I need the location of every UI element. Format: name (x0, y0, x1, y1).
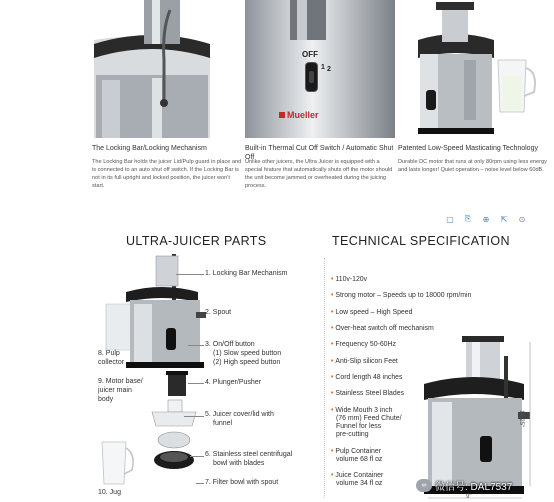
spec-bullet-icon: • (331, 276, 334, 283)
switch-knob-icon (309, 71, 314, 83)
more-icon[interactable]: ⊙ (518, 214, 526, 224)
zoom-icon[interactable]: ⊕ (482, 214, 490, 224)
spec-item-cont: volume 34 fl oz (336, 480, 383, 487)
plunger-part (168, 374, 186, 396)
feature-body: The Locking Bar holds the juicer Lid/Pulp guard in place and is connected to an auto shut off switch. If the Locking Bar is not in its full upright and locked position, the juicer won't start. (92, 159, 242, 190)
watermark (416, 478, 512, 493)
spec-bullet-icon: • (331, 374, 334, 381)
spec-heading: TECHNICAL SPECIFICATION (332, 234, 510, 248)
plunger-cap-part (462, 336, 504, 342)
spec-bullet-icon: • (331, 358, 334, 365)
part-label-6b: bowl with blades (213, 460, 265, 467)
dimension-height: 15.25" (518, 410, 524, 428)
leader-line (196, 483, 204, 484)
juicer-pitcher-photo (398, 0, 548, 138)
part-label-9b: juicer main (98, 387, 132, 394)
brand-badge (279, 110, 319, 120)
spec-item-cont: Funnel for less (336, 423, 382, 430)
on-off-knob-part (480, 436, 492, 462)
part-label-3b: (2) High speed button (213, 359, 281, 366)
brand-label: Mueller (287, 110, 319, 120)
speed-switch[interactable] (305, 62, 318, 92)
feature-body: Unlike other juicers, the Ultra Juicer is equipped with a special feature that automatically shuts off the motor should the unit become jammed or overheated during the juicing process. (245, 159, 393, 190)
lid-part (126, 287, 198, 302)
spec-item: • Low speed – High Speed (331, 309, 413, 316)
feature-title: Built-in Thermal Cut Off Switch / Automatic Shut Off (245, 145, 394, 161)
spec-item: • Anti-Slip silicon Feet (331, 358, 398, 365)
switch-1-label: 1 (321, 64, 325, 71)
spec-bullet-icon: • (331, 341, 334, 348)
share-icon[interactable]: ⇱ (500, 214, 508, 224)
part-label-4: 4. Plunger/Pusher (205, 379, 262, 386)
locking-bar-photo (92, 0, 242, 138)
spec-item: • Strong motor – Speeds up to 18000 rpm/min (331, 292, 472, 299)
part-label-10: 10. Jug (98, 489, 121, 496)
spec-item: • Pulp Container (331, 448, 382, 455)
parts-diagram (96, 250, 208, 502)
spec-bullet-icon: • (331, 309, 334, 316)
parts-heading: ULTRA-JUICER PARTS (126, 234, 267, 248)
part-label-5: 5. Juicer cover/lid with (205, 411, 274, 418)
switch-off-label: OFF (302, 50, 318, 59)
part-label-1: 1. Locking Bar Mechanism (205, 270, 288, 277)
wechat-logo-icon: ∞ (416, 479, 432, 492)
leader-line (188, 383, 204, 384)
leader-line (188, 345, 204, 346)
feature-body: Durable DC motor that runs at only 80rpm using less energy and lasts longer! Quiet operation – noise level below 60dB. (398, 159, 547, 174)
thermal-switch-photo (245, 0, 395, 138)
spec-item: • Over-heat switch off mechanism (331, 325, 434, 332)
part-label-8b: collector (98, 359, 125, 366)
on-off-knob-part (166, 328, 176, 350)
leader-line (190, 456, 204, 457)
blade-bowl-part (158, 432, 190, 448)
motor-base-highlight (432, 402, 452, 486)
part-label-3a: (1) Slow speed button (213, 350, 282, 357)
brand-flag-icon (279, 112, 285, 118)
spec-item: • Cord length 48 inches (331, 374, 403, 381)
copy-icon[interactable]: ⎘ (464, 214, 472, 223)
pulp-collector-part (106, 304, 132, 350)
spec-bullet-icon: • (331, 390, 334, 397)
part-label-9: 9. Motor base/ (98, 378, 143, 385)
part-label-7: 7. Filter bowl with spout (205, 479, 279, 486)
part-label-6: 6. Stainless steel centrifugal (205, 451, 293, 458)
feature-strip (0, 0, 554, 225)
dimension-width: 9" (466, 494, 472, 500)
part-label-5b: funnel (213, 420, 233, 427)
spec-item: • Frequency 50-60Hz (331, 341, 396, 348)
feed-chute-part (466, 340, 500, 380)
spec-bullet-icon: • (331, 325, 334, 332)
spec-item-cont: pre-cutting (336, 431, 369, 438)
juicer-cover-part (152, 412, 196, 426)
feed-chute-highlight (472, 340, 480, 380)
section-divider (324, 258, 325, 498)
jug-part (102, 442, 126, 484)
spec-item-cont: volume 68 fl oz (336, 456, 383, 463)
part-label-8: 8. Pulp (98, 350, 120, 357)
spec-item: • 110v-120v (331, 276, 368, 283)
spec-bullet-icon: • (331, 407, 334, 414)
watermark-text: 微信号: DAL7537 (435, 482, 513, 493)
spec-item: • Stainless Steel Blades (331, 390, 404, 397)
part-label-2: 2. Spout (205, 309, 232, 316)
spec-item: • Juice Container (331, 472, 384, 479)
filter-bowl-rim (160, 452, 188, 462)
base-foot-part (126, 362, 204, 368)
part-label-3: 3. On/Off button (205, 341, 255, 348)
leader-line (176, 274, 204, 275)
spec-bullet-icon: • (331, 472, 334, 479)
motor-base-highlight (134, 304, 152, 362)
feature-title: The Locking Bar/Locking Mechanism (92, 145, 207, 152)
spec-bullet-icon: • (331, 292, 334, 299)
part-label-9c: body (98, 396, 114, 403)
leader-line (184, 416, 204, 417)
switch-2-label: 2 (327, 66, 331, 73)
feed-chute-part (156, 256, 178, 286)
feature-title: Patented Low-Speed Masticating Technology (398, 145, 538, 152)
spec-bullet-icon: • (331, 448, 334, 455)
lid-part (424, 377, 524, 400)
spec-item: • Wide Mouth 3 inch (331, 407, 393, 414)
image-toolbar (443, 214, 529, 224)
plunger-cap-part (166, 371, 188, 375)
crop-icon[interactable]: ▢ (446, 214, 454, 224)
funnel-part (168, 400, 182, 412)
spec-item-cont: (76 mm) Feed Chute/ (336, 415, 402, 422)
